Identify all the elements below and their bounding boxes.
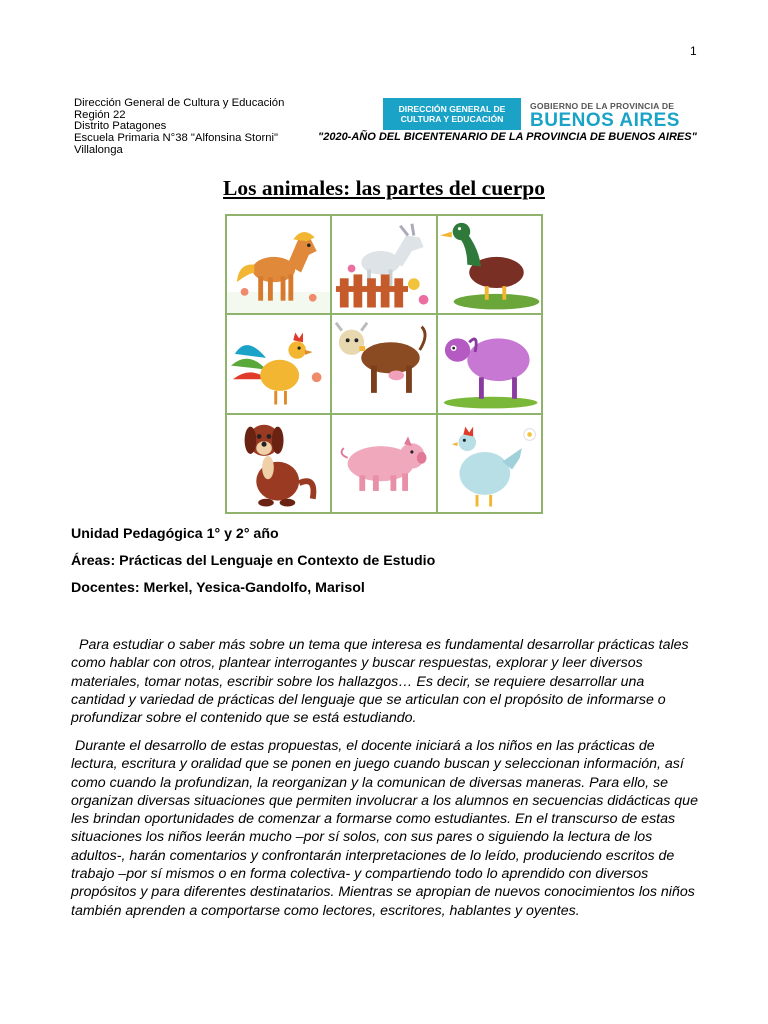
- hen-illustration: [437, 414, 542, 513]
- animal-grid: [225, 214, 543, 514]
- rooster-illustration: [226, 314, 331, 413]
- dgce-logo: [383, 98, 521, 130]
- province-logo-name: BUENOS AIRES: [530, 110, 680, 131]
- institution-line: Villalonga: [74, 143, 123, 156]
- institution-line: Región 22: [74, 108, 126, 121]
- institution-line: Distrito Patagones: [74, 120, 167, 133]
- institution-line: Escuela Primaria N°38 "Alfonsina Storni": [74, 132, 279, 145]
- dgce-logo-line: CULTURA Y EDUCACIÓN: [400, 114, 504, 124]
- province-logo: [530, 101, 680, 131]
- docentes-heading: Docentes: Merkel, Yesica-Gandolfo, Marisol: [71, 580, 365, 596]
- areas-heading: Áreas: Prácticas del Lenguaje en Contexto de Estudio: [71, 553, 436, 569]
- sheep-illustration: [437, 314, 542, 413]
- bicentennial-motto: "2020-AÑO DEL BICENTENARIO DE LA PROVINCIA DE BUENOS AIRES": [318, 131, 697, 143]
- duck-illustration: [437, 215, 542, 314]
- page-title: Los animales: las partes del cuerpo: [223, 176, 545, 200]
- province-logo-line: GOBIERNO DE LA PROVINCIA DE: [530, 101, 675, 111]
- paragraph: Durante el desarrollo de estas propuestas, el docente iniciará a los niños en las prácticas de lectura, escritura y oralidad que se ponen en juego cuando buscan y seleccionan información, así como cuando la profundizan, la reorganizan y la comunican de diversas maneras. Para ello, se organizan diversas situaciones que permiten involucrar a los alumnos en secuencias didácticas que les brindan oportunidades de comenzar a formarse como estudiantes. En el transcurso de estas situaciones los niños leerán mucho –por sí solos, con sus pares o siguiendo la lectura de los adultos-, harán comentarios y confrontarán interpretaciones de lo leído, produciendo escritos de trabajo –por sí mismos o en forma colectiva- y compartiendo todo lo aprendido con diversos propósitos y para diferentes destinatarios. Mientras se apropian de nuevos conocimientos los niños también aprenden a comportarse como lectores, escritores, hablantes y oyentes.: [71, 738, 698, 919]
- dog-illustration: [226, 414, 331, 513]
- dgce-logo-line: DIRECCIÓN GENERAL DE: [398, 104, 506, 114]
- cow-illustration: [331, 314, 436, 413]
- horse-illustration: [226, 215, 331, 314]
- institution-header: [74, 98, 284, 157]
- pig-illustration: [331, 414, 436, 513]
- institution-line: Dirección General de Cultura y Educación: [74, 97, 285, 109]
- paragraph: Para estudiar o saber más sobre un tema que interesa es fundamental desarrollar prácticas tales como hablar con otros, plantear interrogantes y buscar respuestas, explorar y leer diversos materiales, tomar notas, escribir sobre los hallazgos… Es decir, se requiere desarrollar una cantidad y variedad de prácticas del lenguaje que se articulan con el propósito de informarse o profundizar sobre el contenido que se está estudiando.: [71, 637, 689, 727]
- goat-illustration: [331, 215, 436, 314]
- unidad-pedagogica: Unidad Pedagógica 1° y 2° año: [71, 526, 279, 542]
- page-number: 1: [690, 44, 697, 58]
